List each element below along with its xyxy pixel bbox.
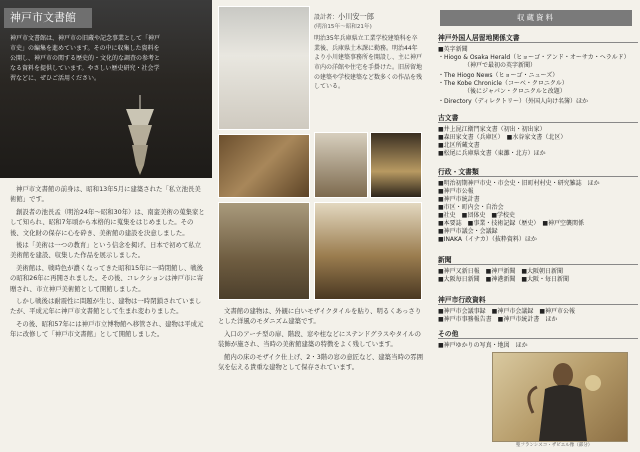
paragraph: 創設者の池長孟（明治24年〜昭和30年）は、南蛮美術の蒐集家として知られ、昭和7年頃から本格的に蒐集をはじめました。その後、文化財の保存に心を砕き、美術館の建設を決意しました。 xyxy=(10,207,205,237)
section-title: 行政・文書類 xyxy=(438,168,479,176)
list-item: （神戸で最初の英字新聞） xyxy=(464,62,537,69)
interior-hall-photo xyxy=(314,132,368,198)
ceiling-light-photo xyxy=(370,132,422,198)
paragraph: 美術館は、戦時色が濃くなってきた昭和15年に一時閉館し、戦後の昭和26年に再開されました。その後、コレクションは神戸市に寄贈され、市立神戸美術館として開館しました。 xyxy=(10,263,204,293)
list-item: ■井上昆江衛門家文書（初出・初出家） xyxy=(438,126,546,133)
architect-bio: 明治35年兵庫県立工業学校建築科を卒業後、兵庫県土木課に勤務。明治44年より小川建築事務所を開設し、主に神戸市内の洋館や住宅を手掛けた。旧居留地の建築や学校建築など数多くの作品を残している。 xyxy=(314,35,423,91)
list-item: ■市区・町内会・自治会 xyxy=(438,204,504,211)
section-title: 神戸外国人居留地関係文書 xyxy=(438,34,520,42)
list-item: ・The Kobe Chronicle（コーベ・クロニクル） xyxy=(438,80,568,87)
page-title: 神戸市文書館 xyxy=(4,8,92,28)
divider xyxy=(438,264,638,265)
section-title: その他 xyxy=(438,330,459,338)
list-item: ■神戸市事務報告書 ■神戸市統計書 ほか xyxy=(438,316,558,323)
list-item: ■神戸ゆかりの写真・地図 ほか xyxy=(438,342,528,349)
list-item: ■大阪毎日新聞 ■神港新聞 ■大阪・毎日新聞 xyxy=(438,276,570,283)
building-exterior-photo xyxy=(218,6,310,130)
list-item: ■神戸市会議事録 ■神戸市会議録 ■神戸市公報 xyxy=(438,308,576,315)
hero-image xyxy=(0,0,212,178)
xavier-artwork-image xyxy=(492,352,628,442)
architect-label: 設計者： xyxy=(314,14,339,21)
divider xyxy=(438,338,638,339)
paragraph: しかし戦後は耐震性に問題が生じ、建物は一時閉鎖されていましたが、平成元年に神戸市文書館として生まれ変わりました。 xyxy=(10,297,202,316)
list-item: ■神戸市議会・会議録 xyxy=(438,228,498,235)
right-column xyxy=(430,0,640,452)
list-item: （後にジャパン・クロニクルと改題） xyxy=(464,88,566,95)
staircase-photo xyxy=(314,202,422,300)
building-text xyxy=(218,306,424,374)
paragraph: 館内の床のモザイク仕上げ、2・3階の窓の意匠など、建築当時の雰囲気を伝える貴重な建物として保存されています。 xyxy=(218,352,424,372)
section-title: 古文書 xyxy=(438,114,459,122)
paragraph: 神戸市文書館の前身は、昭和13年5月に建築された「私立池長美術館」です。 xyxy=(10,185,201,204)
artwork-figure xyxy=(493,353,627,441)
list-item: ■明治初期神戸市史・市会史・旧町村村史・研究雑誌 ほか xyxy=(438,180,600,187)
list-item: ■森田家文書（兵庫区） ■水谷家文書（北区） xyxy=(438,134,567,141)
paragraph: その後、昭和57年には神戸市立博物館へ移管され、建物は平成元年に改修して「神戸市文書館」として開館しました。 xyxy=(10,319,204,339)
list-item: ■松尾に兵庫県文書（東灘・北方）ほか xyxy=(438,150,546,157)
architect-years: (明治15年〜昭和21年) xyxy=(314,23,372,30)
paragraph: 文書館の建物は、外観に白いモザイクタイルを貼り、明るくあっさりとした洋風のモダニズム建築です。 xyxy=(218,307,422,326)
list-item: ■北区所蔵文書 xyxy=(438,142,480,149)
divider xyxy=(438,122,638,123)
list-item: ・Directory（ディレクトリー）（外国人向け名簿）ほか xyxy=(438,98,589,105)
list-item: ■INAKA（イナカ）（抜粋資料）ほか xyxy=(438,236,537,243)
intro-text: 神戸市文書館は、神戸市の旧蔵や記念事業として「神戸市史」の編集を進めています。その中に収集した資料を公開し、神戸市の関する歴史的・文化的な調査の参考となる資料を提供しています。やさしい歴史研究・社会学習などに、ぜひご活用ください。 xyxy=(10,35,161,82)
artwork-caption: 聖フランシスコ・ザビエル像（部分） xyxy=(516,443,593,448)
list-item: ■神戸又新日報 ■神戸新聞 ■大阪朝日新聞 xyxy=(438,268,564,275)
divider xyxy=(438,176,638,177)
section-title: 神戸市行政資料 xyxy=(438,296,486,304)
section-title: 新聞 xyxy=(438,256,452,264)
middle-column xyxy=(214,0,426,452)
list-item: ■社史 ■団体史 ■学校史 xyxy=(438,212,516,219)
list-item: ■英字新聞 xyxy=(438,46,468,53)
collection-header: 収蔵資料 xyxy=(440,10,632,26)
list-item: ■神戸市統計書 xyxy=(438,196,480,203)
history-text xyxy=(10,184,206,342)
divider xyxy=(438,304,638,305)
list-item: ■本要誌 ■事業・技術記録（歴史） ■神戸空襲関係 xyxy=(438,220,585,227)
doorway-photo xyxy=(218,202,310,300)
architect-name: 小川安一郎 xyxy=(338,12,374,21)
stained-glass-photo xyxy=(218,134,310,198)
paragraph: 後は「美術は一つの教育」という信念を掲げ、日本で初めて私立美術館を建設、収集した作品を展示しました。 xyxy=(10,241,202,260)
list-item: ・Hiogo & Osaka Herald（ヒョーゴ・アンド・オーサカ・ヘラルド） xyxy=(438,54,630,61)
architect-info xyxy=(314,12,422,92)
chandelier-graphic xyxy=(118,95,162,175)
paragraph: 入口のアーチ型の扉、階段、窓や柱などにステンドグラスやタイルの装飾が施され、当時の美術館建築の特徴をよく残しています。 xyxy=(218,329,422,349)
list-item: ■神戸市公報 xyxy=(438,188,474,195)
left-column xyxy=(0,0,212,452)
divider xyxy=(438,42,638,43)
list-item: ・The Hiogo News（ヒョーゴ・ニューズ） xyxy=(438,72,559,79)
